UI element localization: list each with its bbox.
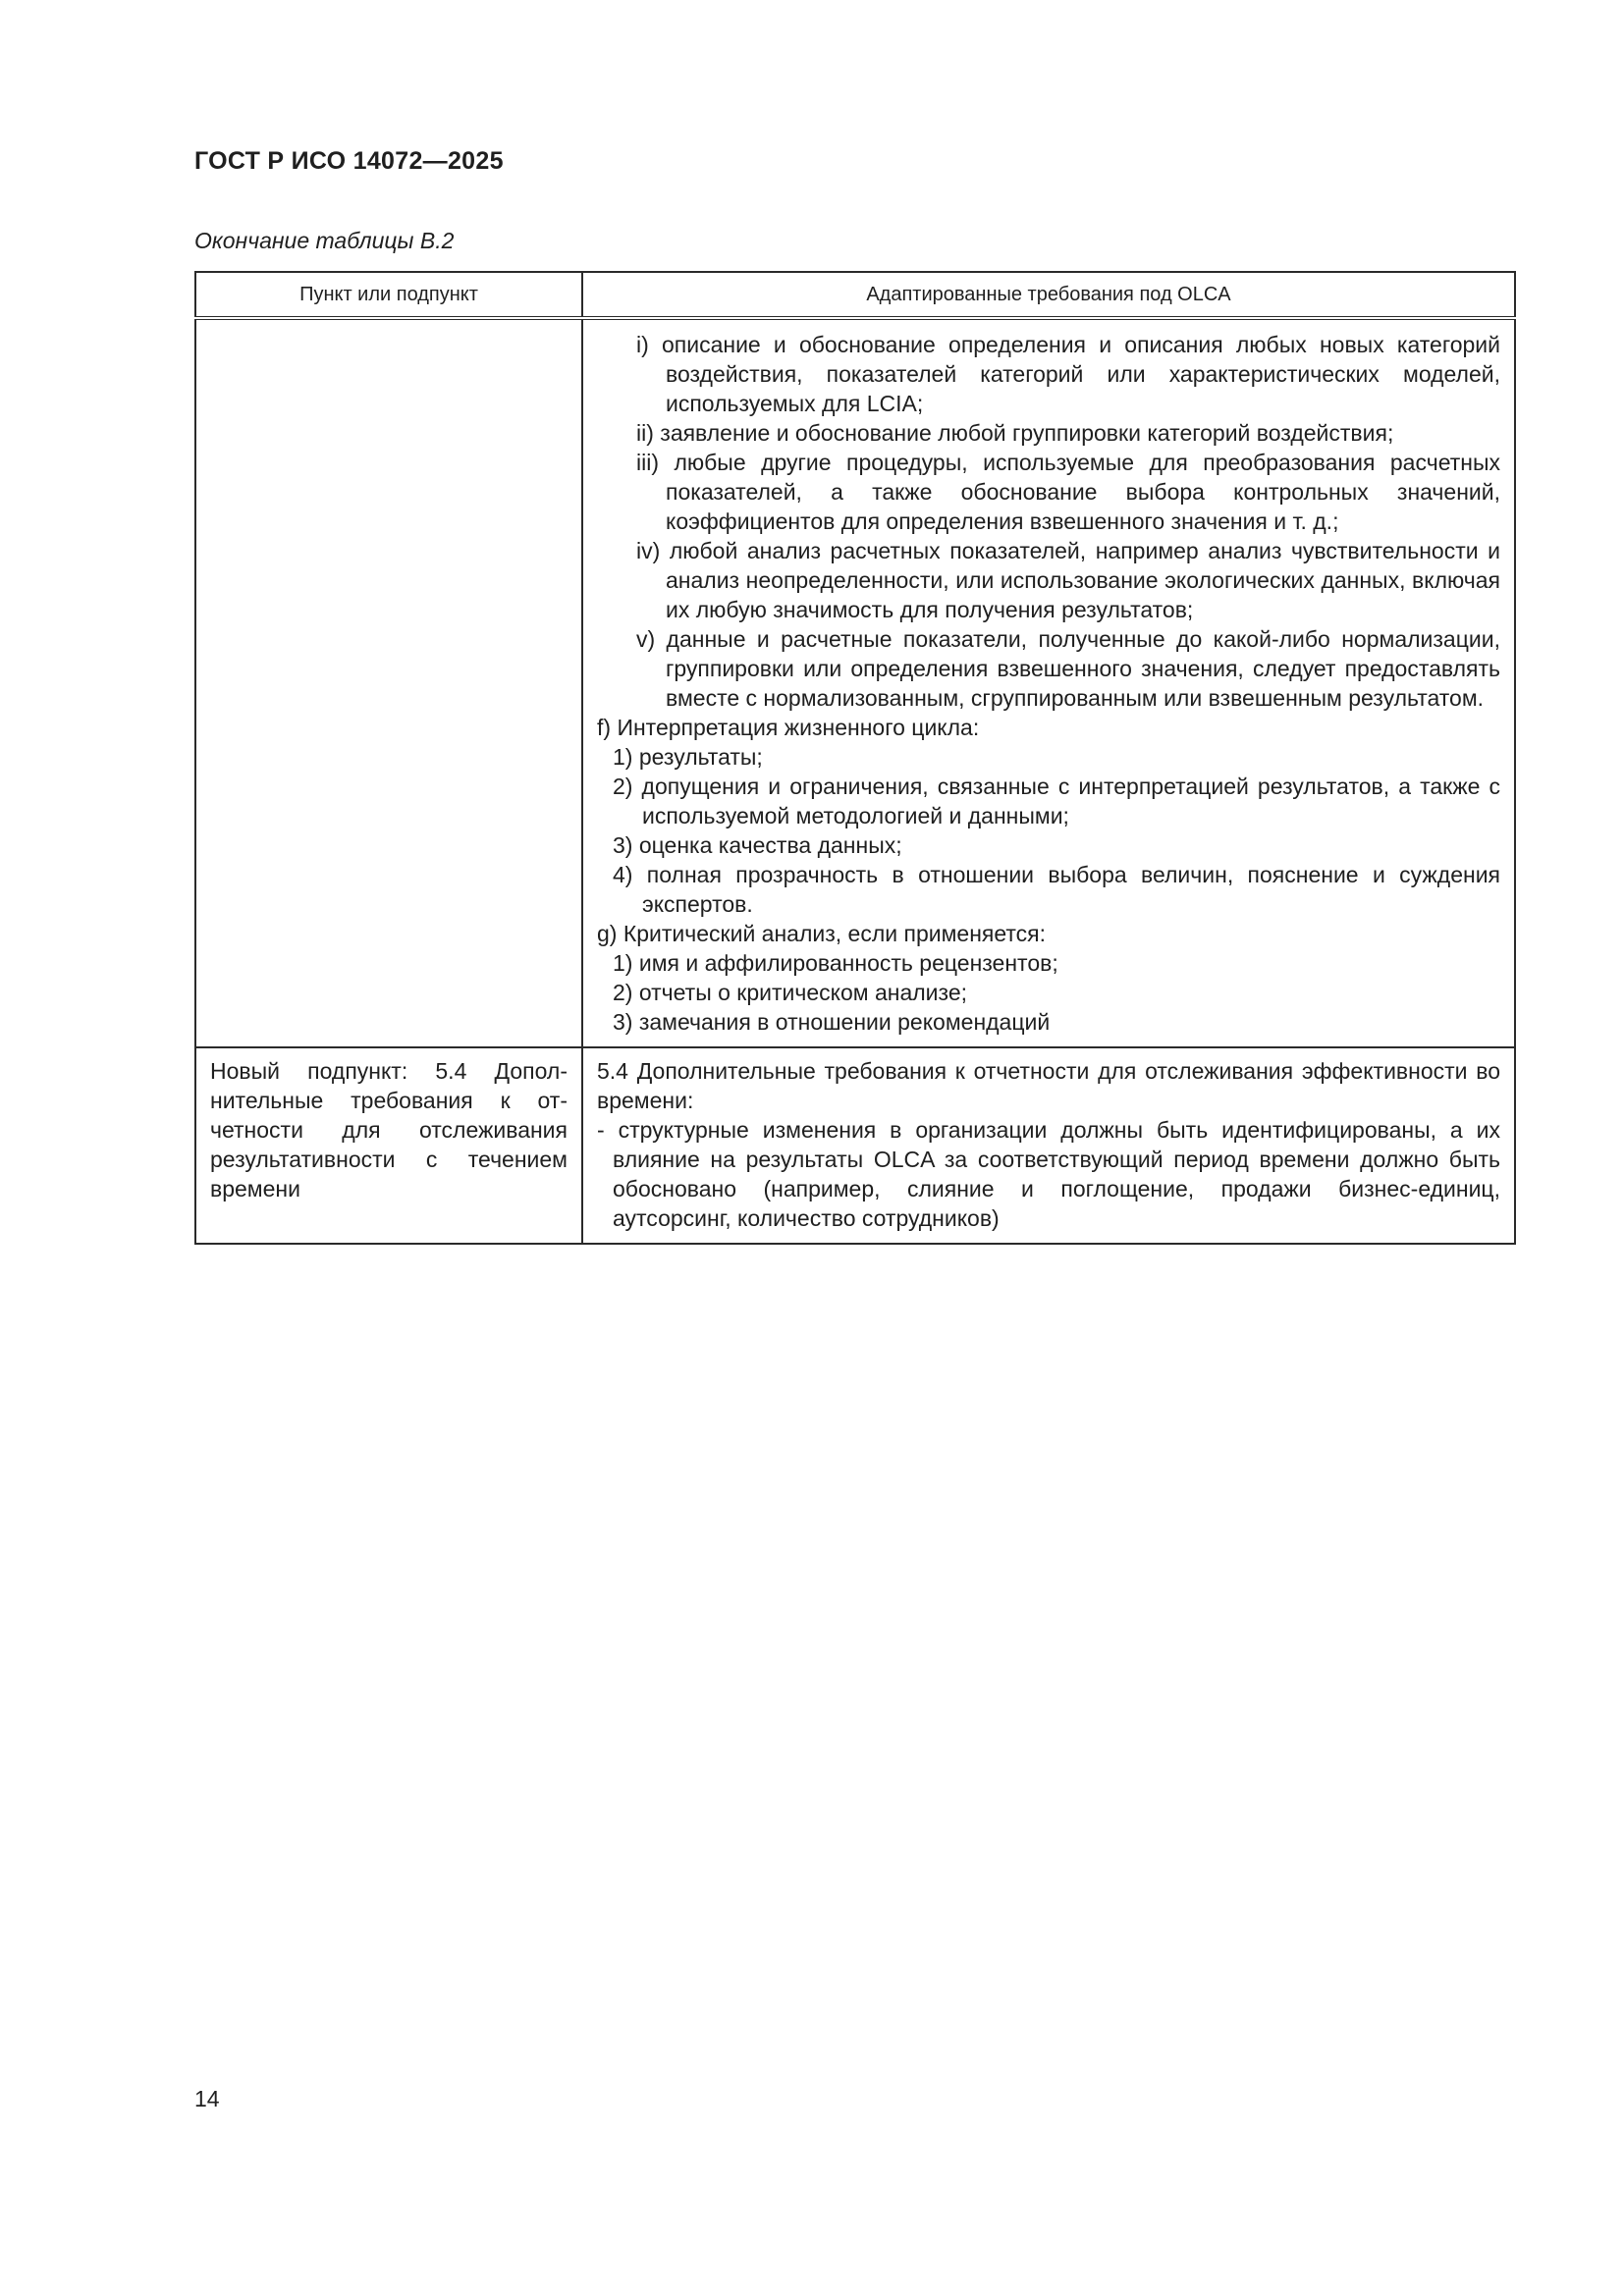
row2-clause-text: Новый подпункт: 5.4 Дополнительные требования к отчетности для отслеживания результативности с течением времени [210, 1058, 568, 1201]
table-row [195, 1047, 1515, 1244]
list-item: 3) оценка качества данных; [613, 832, 902, 858]
list-item: ii) заявление и обоснование любой группировки категорий воздействия; [636, 420, 1394, 446]
column-header-clause: Пункт или подпункт [195, 272, 582, 318]
list-item: 3) замечания в отношении рекомендаций [613, 1009, 1051, 1035]
table-header-row [195, 272, 1515, 318]
table-caption: Окончание таблицы В.2 [194, 228, 455, 253]
row2-clause-cell [195, 1047, 582, 1244]
list-item: 1) имя и аффилированность рецензентов; [613, 950, 1058, 976]
list-item: i) описание и обоснование определения и описания любых новых категорий воздействия, показателей категорий или характеристических моделей, используемых для LCIA; [636, 332, 1500, 416]
list-item: iii) любые другие процедуры, используемые для преобразования расчетных показателей, а также обоснование выбора контрольных значений, коэффициентов для определения взвешенного значения и т. д.; [636, 450, 1500, 534]
list-item: 2) допущения и ограничения, связанные с интерпретацией результатов, а также с используемой методологией и данными; [613, 774, 1500, 828]
requirements-table [194, 271, 1516, 1245]
document-code: ГОСТ Р ИСО 14072—2025 [194, 147, 504, 175]
column-header-requirements: Адаптированные требования под OLCA [582, 272, 1515, 318]
list-item: 1) результаты; [613, 744, 763, 770]
list-item: f) Интерпретация жизненного цикла: [597, 715, 980, 740]
row2-requirements-cell [582, 1047, 1515, 1244]
row1-clause-cell [195, 318, 582, 1047]
row2-title: 5.4 Дополнительные требования к отчетности для отслеживания эффективности во времени: [597, 1058, 1500, 1113]
list-item: v) данные и расчетные показатели, полученные до какой-либо нормализации, группировки или определения взвешенного значения, следует предоставлять вместе с нормализованным, сгруппированным или взвешенным результатом. [636, 626, 1500, 711]
list-item: iv) любой анализ расчетных показателей, например анализ чувствительности и анализ неопределенности, или использование экологических данных, включая их любую значимость для получения результатов; [636, 538, 1500, 622]
list-item: 4) полная прозрачность в отношении выбора величин, пояснение и суждения экспертов. [613, 862, 1500, 917]
list-item: 2) отчеты о критическом анализе; [613, 980, 968, 1005]
row1-clause-text [196, 320, 581, 338]
page-number: 14 [194, 2086, 220, 2111]
list-item: - структурные изменения в организации должны быть идентифицированы, а их влияние на результаты OLCA за соответствующий период времени должно быть обосновано (например, слияние и поглощение, продажи бизнес-единиц, аутсорсинг, количество сотрудников) [597, 1117, 1500, 1231]
row1-requirements-cell [582, 318, 1515, 1047]
table-row [195, 318, 1515, 1047]
list-item: g) Критический анализ, если применяется: [597, 921, 1047, 946]
